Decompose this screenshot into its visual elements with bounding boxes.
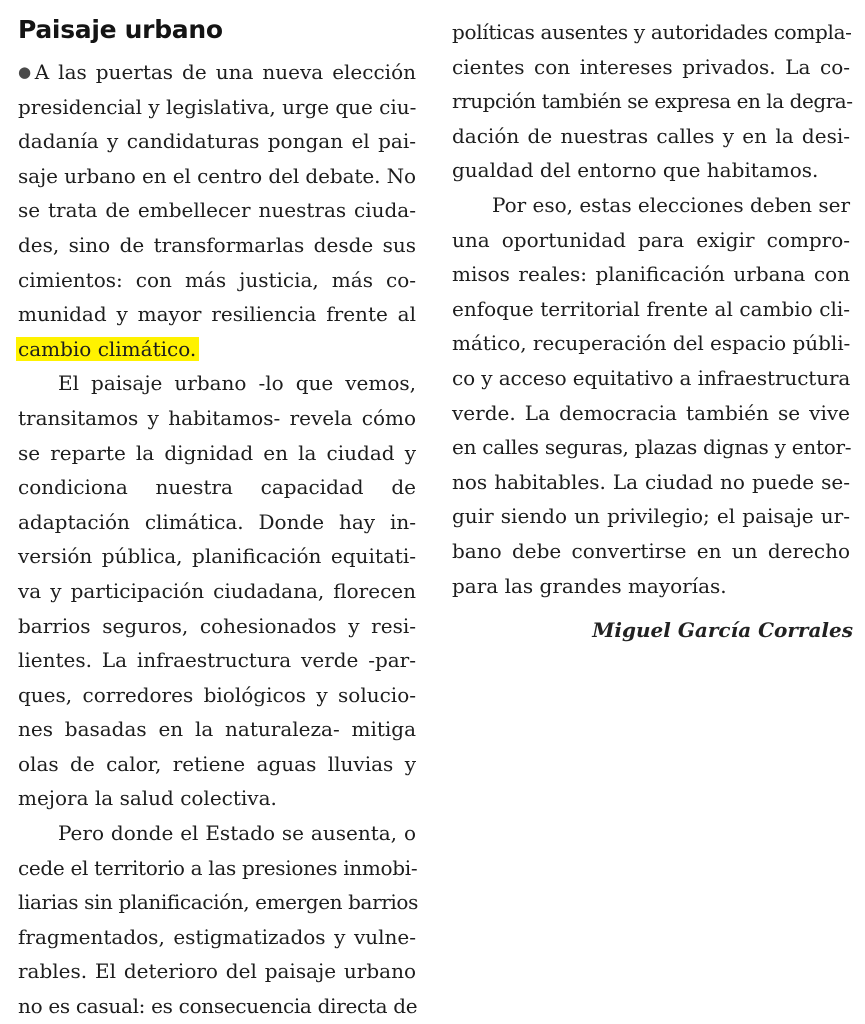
- left-column-line: se trata de embellecer nuestras ciuda-: [18, 198, 416, 223]
- left-column-line: rables. El deterioro del paisaje urbano: [18, 959, 416, 984]
- left-column-line: se reparte la dignidad en la ciudad y: [18, 440, 416, 465]
- left-column-line: [18, 55, 416, 90]
- author-signature: Miguel García Corrales: [592, 618, 853, 642]
- right-column-line: dación de nuestras calles y en la desi-: [452, 123, 850, 148]
- right-column: [452, 15, 853, 603]
- right-column-line: Por eso, estas elecciones deben ser: [492, 192, 850, 217]
- left-column-line: adaptación climática. Donde hay in-: [18, 509, 416, 534]
- right-column-line: guir siendo un privilegio; el paisaje ur-: [452, 504, 850, 529]
- left-column-line: nes basadas en la naturaleza- mitiga: [18, 717, 416, 742]
- left-column-line: Pero donde el Estado se ausenta, o: [58, 821, 416, 846]
- left-column-line: dadanía y candidaturas pongan el pai-: [18, 129, 416, 154]
- left-column-line: mejora la salud colectiva.: [18, 786, 277, 811]
- left-column-line: munidad y mayor resiliencia frente al: [18, 302, 416, 327]
- right-column-line: co y acceso equitativo a infraestructura: [452, 365, 851, 390]
- left-column-line: barrios seguros, cohesionados y resi-: [18, 613, 416, 638]
- right-column-line: bano debe convertirse en un derecho: [452, 538, 850, 563]
- left-column-line: transitamos y habitamos- revela cómo: [18, 405, 416, 430]
- right-column-line: políticas ausentes y autoridades compla-: [452, 20, 852, 44]
- left-column-line: des, sino de transformarlas desde sus: [18, 232, 416, 257]
- right-column-line: gualdad del entorno que habitamos.: [452, 158, 819, 183]
- left-column-line: ques, corredores biológicos y solucio-: [18, 682, 416, 707]
- highlighted-text: cambio climático.: [16, 337, 199, 361]
- right-column-line: para las grandes mayorías.: [452, 573, 727, 598]
- left-column-line: versión pública, planificación equitati-: [18, 544, 416, 569]
- left-column-line: condiciona nuestra capacidad de: [18, 475, 416, 500]
- bullet-icon: ●: [18, 63, 34, 81]
- right-column-line: rrupción también se expresa en la degra-: [452, 89, 853, 114]
- left-column-line: lientes. La infraestructura verde -par-: [18, 648, 416, 673]
- right-column-line: en calles seguras, plazas dignas y entor-: [452, 435, 852, 460]
- right-column-line: cientes con intereses privados. La co-: [452, 54, 850, 79]
- left-column-line: El paisaje urbano -lo que vemos,: [58, 371, 416, 396]
- right-column-line: nos habitables. La ciudad no puede se-: [452, 469, 850, 494]
- line-text: A las puertas de una nueva elección: [34, 60, 416, 84]
- left-column-line: cimientos: con más justicia, más co-: [18, 267, 416, 292]
- right-column-line: mático, recuperación del espacio públi-: [452, 331, 851, 356]
- left-column: [18, 55, 416, 1024]
- left-column-line: fragmentados, estigmatizados y vulne-: [18, 924, 416, 949]
- left-column-line: no es casual: es consecuencia directa de: [18, 994, 418, 1019]
- left-column-line: saje urbano en el centro del debate. No: [18, 163, 417, 188]
- article-title: Paisaje urbano: [18, 15, 223, 44]
- right-column-line: una oportunidad para exigir compro-: [452, 227, 850, 252]
- left-column-line: olas de calor, retiene aguas lluvias y: [18, 751, 416, 776]
- left-column-line: presidencial y legislativa, urge que ciu-: [18, 94, 417, 119]
- right-column-line: verde. La democracia también se vive: [452, 400, 850, 425]
- left-column-line: [18, 332, 416, 367]
- right-column-line: misos reales: planificación urbana con: [452, 262, 850, 287]
- right-column-line: enfoque territorial frente al cambio cli-: [452, 296, 850, 321]
- left-column-line: cede el territorio a las presiones inmobi-: [18, 855, 418, 880]
- left-column-line: liarias sin planificación, emergen barrios: [18, 890, 418, 915]
- left-column-line: va y participación ciudadana, florecen: [18, 578, 416, 603]
